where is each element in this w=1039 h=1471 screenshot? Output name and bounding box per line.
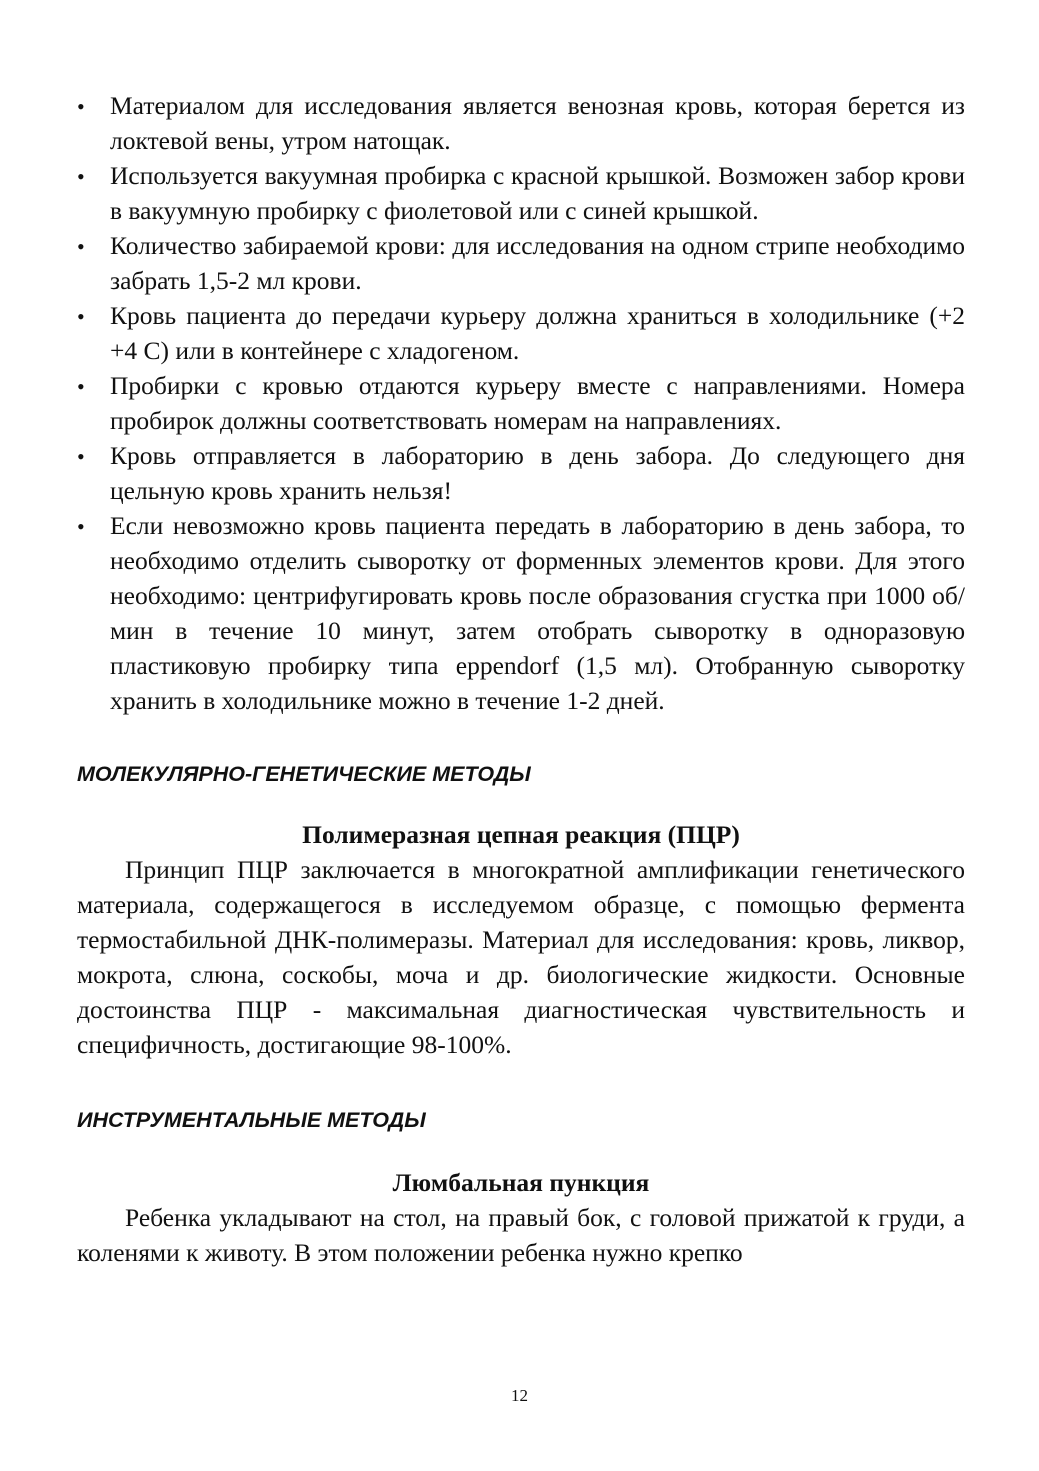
bullet-icon: • bbox=[77, 514, 85, 539]
list-item bbox=[77, 368, 965, 438]
page-number: 12 bbox=[511, 1386, 528, 1405]
list-item-text: Если невозможно кровь пациента передать в лабораторию в день забора, то необходимо отделить сыворотку от форменных элементов крови. Для этого необходимо: центрифугировать кровь после образования сгустка при 1000 об/мин в течение 10 минут, затем отобрать сыворотку в одноразовую пластиковую пробирку типа eppendorf (1,5 мл). Отобранную сыворотку хранить в холодильнике можно в течение 1-2 дней. bbox=[110, 511, 965, 715]
list-item-text: Кровь пациента до передачи курьеру должна храниться в холодильнике (+2 +4 C) или в контейнере с хладогеном. bbox=[110, 301, 965, 365]
list-item-text: Используется вакуумная пробирка с красной крышкой. Возможен забор крови в вакуумную пробирку с фиолетовой или с синей крышкой. bbox=[110, 161, 965, 225]
bullet-icon: • bbox=[77, 164, 85, 189]
list-item bbox=[77, 158, 965, 228]
section-heading-molecular-genetic: МОЛЕКУЛЯРНО-ГЕНЕТИЧЕСКИЕ МЕТОДЫ bbox=[77, 762, 531, 786]
list-item bbox=[77, 438, 965, 508]
list-item bbox=[77, 298, 965, 368]
bullet-icon: • bbox=[77, 444, 85, 469]
document-page bbox=[77, 88, 965, 1270]
subheading-pcr: Полимеразная цепная реакция (ПЦР) bbox=[302, 820, 740, 849]
list-item bbox=[77, 228, 965, 298]
bullet-list bbox=[77, 88, 965, 718]
bullet-icon: • bbox=[77, 234, 85, 259]
paragraph-lumbar-puncture: Ребенка укладывают на стол, на правый бок, с головой прижатой к груди, а коленями к животу. В этом положении ребенка нужно крепко bbox=[77, 1203, 965, 1267]
paragraph-pcr: Принцип ПЦР заключается в многократной амплификации генетического материала, содержащегося в исследуемом образце, с помощью фермента термостабильной ДНК-полимеразы. Материал для исследования: кровь, ликвор, мокрота, слюна, соскобы, моча и др. биологические жидкости. Основные достоинства ПЦР - максимальная диагностическая чувствительность и специфичность, достигающие 98-100%. bbox=[77, 855, 965, 1059]
list-item-text: Количество забираемой крови: для исследования на одном стрипе необходимо забрать 1,5-2 мл крови. bbox=[110, 231, 965, 295]
section-heading-instrumental: ИНСТРУМЕНТАЛЬНЫЕ МЕТОДЫ bbox=[77, 1108, 426, 1132]
bullet-icon: • bbox=[77, 94, 85, 119]
list-item bbox=[77, 88, 965, 158]
list-item bbox=[77, 508, 965, 718]
list-item-text: Пробирки с кровью отдаются курьеру вместе с направлениями. Номера пробирок должны соответствовать номерам на направлениях. bbox=[110, 371, 965, 435]
list-item-text: Кровь отправляется в лабораторию в день забора. До следующего дня цельную кровь хранить нельзя! bbox=[110, 441, 965, 505]
list-item-text: Материалом для исследования является венозная кровь, которая берется из локтевой вены, утром натощак. bbox=[110, 91, 965, 155]
bullet-icon: • bbox=[77, 374, 85, 399]
subheading-lumbar-puncture: Люмбальная пункция bbox=[392, 1168, 650, 1197]
bullet-icon: • bbox=[77, 304, 85, 329]
